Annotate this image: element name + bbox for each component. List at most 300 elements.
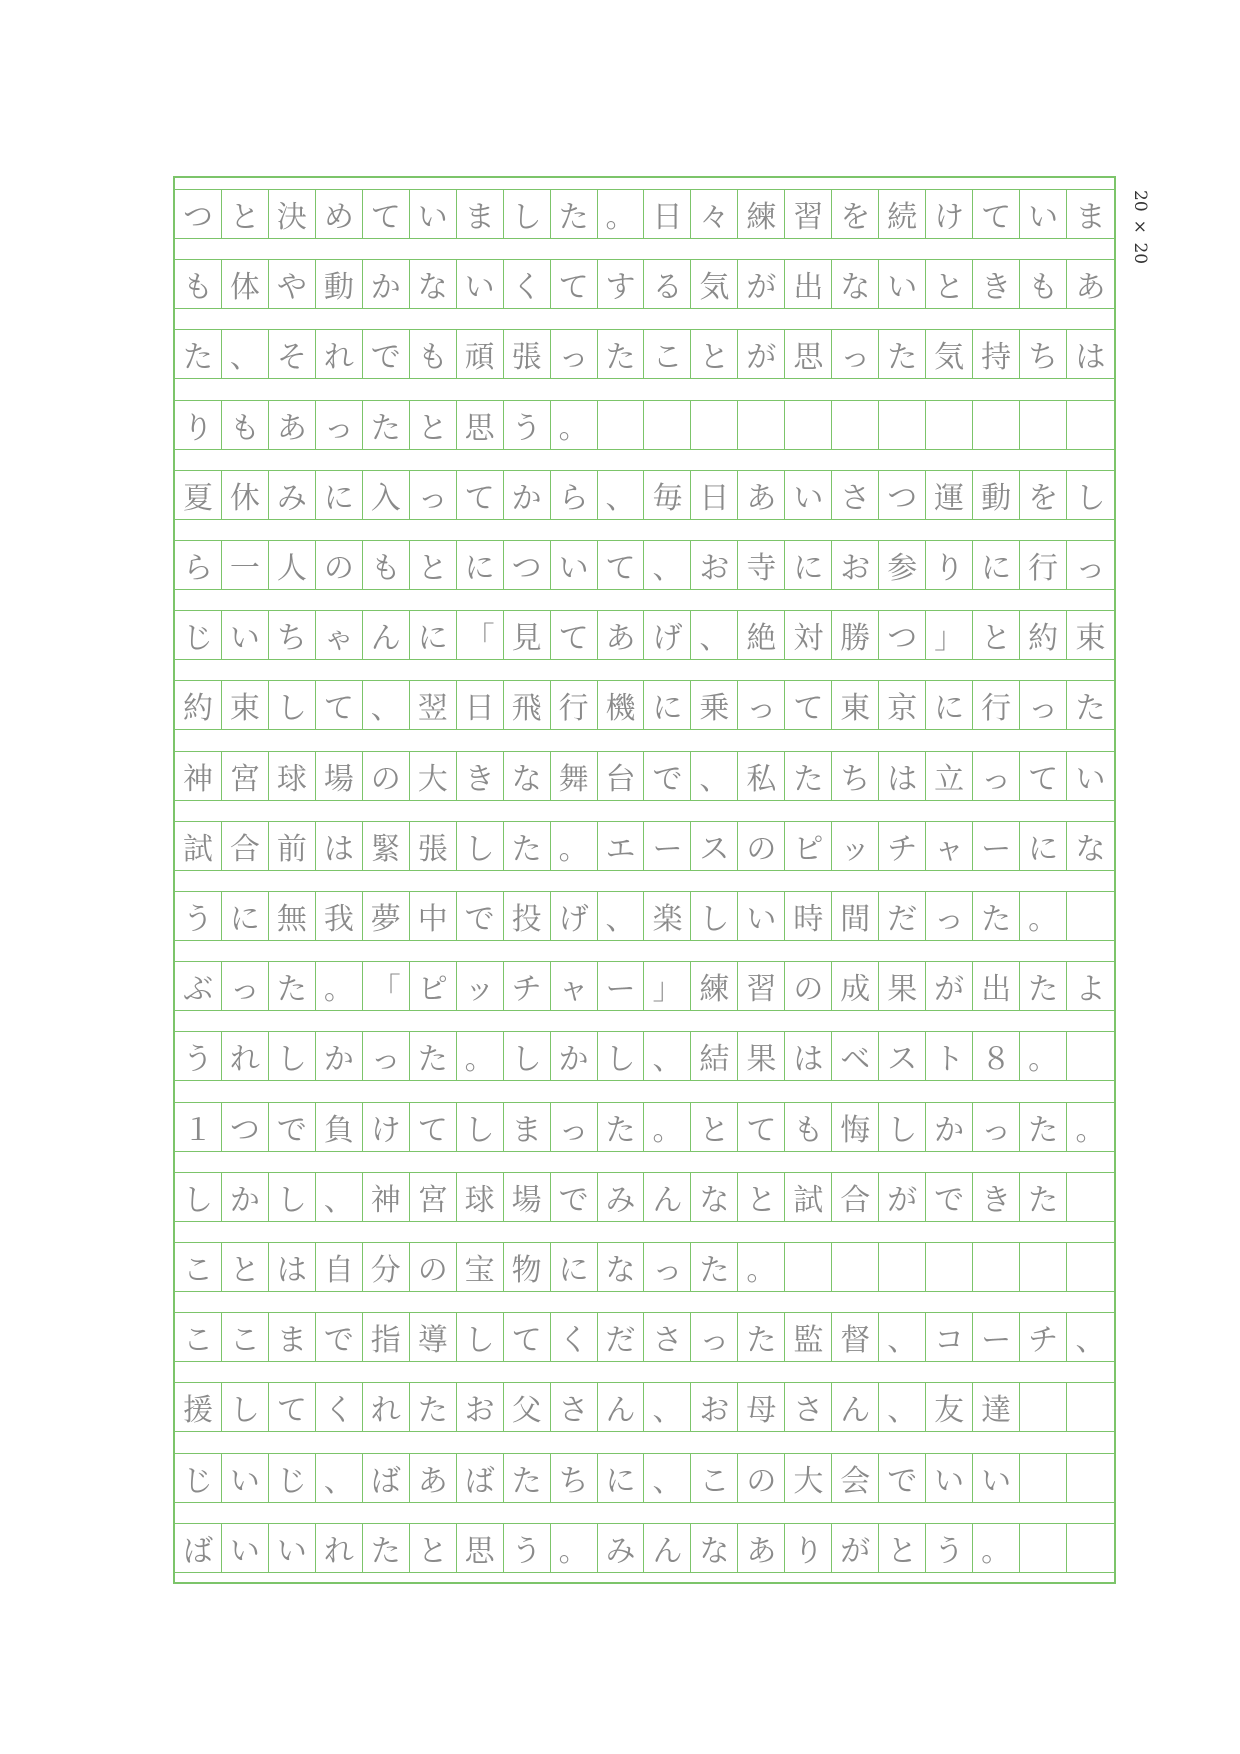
grid-row bbox=[175, 1242, 1114, 1292]
grid-row bbox=[175, 1172, 1114, 1222]
grid-cell: か bbox=[504, 471, 551, 519]
grid-cell: と bbox=[738, 1173, 785, 1221]
grid-cell: で bbox=[316, 1313, 363, 1361]
grid-cell: 日 bbox=[457, 681, 504, 729]
grid-cell: 。 bbox=[551, 1524, 598, 1572]
grid-cell: お bbox=[457, 1383, 504, 1431]
grid-cell: ー bbox=[645, 822, 692, 870]
grid-cell: 神 bbox=[363, 1173, 410, 1221]
grid-cell: 出 bbox=[785, 260, 832, 308]
grid-cell: か bbox=[363, 260, 410, 308]
grid-cell: た bbox=[504, 822, 551, 870]
grid-cell: し bbox=[222, 1383, 269, 1431]
grid-cell bbox=[832, 401, 879, 449]
grid-cell: 夢 bbox=[363, 892, 410, 940]
grid-cell: き bbox=[457, 752, 504, 800]
grid-cell: あ bbox=[1075, 270, 1106, 306]
grid-cell: が bbox=[738, 260, 785, 308]
grid-cell: ピ bbox=[410, 962, 457, 1010]
grid-cell: じ bbox=[175, 611, 222, 659]
grid-cell: れ bbox=[316, 1524, 363, 1572]
grid-cell: ッ bbox=[457, 962, 504, 1010]
grid-row bbox=[175, 680, 1114, 730]
grid-cell: ぶ bbox=[175, 962, 222, 1010]
grid-row bbox=[175, 821, 1114, 871]
grid-cell: だ bbox=[598, 1313, 645, 1361]
grid-cell: た bbox=[973, 892, 1020, 940]
grid-cell bbox=[926, 1243, 973, 1291]
grid-cell: し bbox=[691, 892, 738, 940]
grid-cell: 勝 bbox=[832, 611, 879, 659]
grid-cell: 約 bbox=[1020, 611, 1067, 659]
grid-cell: さ bbox=[551, 1383, 598, 1431]
grid-cell: た bbox=[738, 1313, 785, 1361]
grid-cell: っ bbox=[551, 1103, 598, 1151]
grid-cell: し bbox=[504, 190, 551, 238]
grid-cell: 」 bbox=[645, 962, 692, 1010]
grid-cell: い bbox=[926, 1454, 973, 1502]
grid-cell: 、 bbox=[691, 611, 738, 659]
grid-cell: 我 bbox=[316, 892, 363, 940]
grid-cell: 張 bbox=[410, 822, 457, 870]
grid-cell bbox=[1020, 1243, 1067, 1291]
grid-cell: 持 bbox=[973, 330, 1020, 378]
grid-cell: っ bbox=[691, 1313, 738, 1361]
grid-cell bbox=[1020, 401, 1067, 449]
grid-cell: つ bbox=[879, 611, 926, 659]
grid-cell: 援 bbox=[175, 1383, 222, 1431]
grid-cell: い bbox=[1020, 190, 1067, 238]
grid-cell: っ bbox=[316, 401, 363, 449]
grid-cell: さ bbox=[832, 471, 879, 519]
grid-cell bbox=[691, 401, 738, 449]
grid-cell: つ bbox=[222, 1103, 269, 1151]
grid-cell: ャ bbox=[926, 822, 973, 870]
grid-cell: な bbox=[410, 260, 457, 308]
grid-cell: 夏 bbox=[175, 471, 222, 519]
grid-cell: と bbox=[222, 190, 269, 238]
grid-cell bbox=[738, 401, 785, 449]
grid-cell: と bbox=[691, 330, 738, 378]
grid-cell: っ bbox=[1020, 681, 1067, 729]
grid-cell: 指 bbox=[363, 1313, 410, 1361]
grid-cell: た bbox=[175, 330, 222, 378]
grid-cell: 台 bbox=[598, 752, 645, 800]
grid-cell: 、 bbox=[691, 752, 738, 800]
grid-cell: し bbox=[457, 822, 504, 870]
grid-cell: ト bbox=[926, 1032, 973, 1080]
grid-cell: エ bbox=[598, 822, 645, 870]
grid-cell: と bbox=[879, 1524, 926, 1572]
grid-cell: 一 bbox=[222, 541, 269, 589]
grid-cell: た bbox=[551, 190, 598, 238]
grid-cell: し bbox=[598, 1032, 645, 1080]
grid-cell: に bbox=[410, 611, 457, 659]
grid-cell: こ bbox=[175, 1243, 222, 1291]
grid-cell: あ bbox=[738, 1524, 785, 1572]
grid-cell: 乗 bbox=[691, 681, 738, 729]
grid-cell: ッ bbox=[832, 822, 879, 870]
grid-cell: し bbox=[175, 1173, 222, 1221]
grid-cell bbox=[1067, 1032, 1114, 1080]
grid-cell: に bbox=[926, 681, 973, 729]
grid-cell: が bbox=[738, 330, 785, 378]
grid-cell: ー bbox=[973, 822, 1020, 870]
grid-cell: 私 bbox=[738, 752, 785, 800]
grid-cell bbox=[785, 401, 832, 449]
grid-cell: い bbox=[879, 260, 926, 308]
grid-cell: の bbox=[738, 1454, 785, 1502]
grid-cell: 翌 bbox=[410, 681, 457, 729]
grid-cell: さ bbox=[645, 1313, 692, 1361]
grid-cell: は bbox=[1075, 340, 1106, 376]
grid-cell: 行 bbox=[551, 681, 598, 729]
grid-cell: お bbox=[691, 541, 738, 589]
grid-cell: め bbox=[316, 190, 363, 238]
grid-cell: い bbox=[973, 1454, 1020, 1502]
grid-cell: 会 bbox=[832, 1454, 879, 1502]
grid-cell: ８ bbox=[973, 1032, 1020, 1080]
grid-cell: な bbox=[832, 260, 879, 308]
grid-cell: 、 bbox=[316, 1173, 363, 1221]
grid-row bbox=[175, 189, 1114, 239]
grid-cell: 見 bbox=[504, 611, 551, 659]
grid-cell: に bbox=[785, 541, 832, 589]
grid-cell: て bbox=[1020, 752, 1067, 800]
grid-cell: 、 bbox=[222, 330, 269, 378]
grid-cell: う bbox=[504, 1524, 551, 1572]
grid-cell: お bbox=[832, 541, 879, 589]
grid-cell: ベ bbox=[832, 1032, 879, 1080]
grid-cell: け bbox=[926, 190, 973, 238]
grid-cell: う bbox=[504, 401, 551, 449]
grid-row bbox=[175, 891, 1114, 941]
grid-cell: 父 bbox=[504, 1383, 551, 1431]
grid-cell: た bbox=[1020, 1173, 1067, 1221]
grid-cell: っ bbox=[1075, 551, 1106, 586]
grid-cell: い bbox=[222, 1454, 269, 1502]
grid-cell: い bbox=[1075, 761, 1106, 797]
grid-cell: 、 bbox=[316, 1454, 363, 1502]
grid-cell: つ bbox=[175, 190, 222, 238]
grid-cell: と bbox=[691, 1103, 738, 1151]
grid-cell: て bbox=[785, 681, 832, 729]
grid-cell: て bbox=[738, 1103, 785, 1151]
grid-cell: て bbox=[269, 1383, 316, 1431]
grid-cell: 続 bbox=[879, 190, 926, 238]
grid-cell: て bbox=[504, 1313, 551, 1361]
grid-cell: 、 bbox=[645, 1454, 692, 1502]
grid-cell bbox=[1020, 1524, 1067, 1572]
grid-cell: で bbox=[926, 1173, 973, 1221]
grid-cell: 習 bbox=[785, 190, 832, 238]
grid-cell: る bbox=[645, 260, 692, 308]
grid-cell: そ bbox=[269, 330, 316, 378]
grid-cell bbox=[1020, 1383, 1067, 1431]
grid-cell: 日 bbox=[645, 190, 692, 238]
grid-cell: あ bbox=[738, 471, 785, 519]
grid-cell: た bbox=[1020, 962, 1067, 1010]
grid-cell: み bbox=[269, 471, 316, 519]
grid-cell: 時 bbox=[785, 892, 832, 940]
grid-cell: た bbox=[1075, 691, 1106, 727]
grid-cell: 。 bbox=[1020, 1032, 1067, 1080]
grid-row bbox=[175, 1453, 1114, 1503]
grid-cell: に bbox=[551, 1243, 598, 1291]
grid-cell: あ bbox=[410, 1454, 457, 1502]
grid-cell: 。 bbox=[1020, 892, 1067, 940]
grid-cell: 分 bbox=[363, 1243, 410, 1291]
grid-cell: し bbox=[269, 1173, 316, 1221]
grid-cell: 監 bbox=[785, 1313, 832, 1361]
grid-cell bbox=[598, 401, 645, 449]
grid-cell: 場 bbox=[316, 752, 363, 800]
grid-cell: と bbox=[973, 611, 1020, 659]
grid-cell bbox=[832, 1243, 879, 1291]
grid-cell: た bbox=[785, 752, 832, 800]
grid-cell: コ bbox=[926, 1313, 973, 1361]
grid-cell: 中 bbox=[410, 892, 457, 940]
grid-cell: し bbox=[504, 1032, 551, 1080]
grid-cell: て bbox=[598, 541, 645, 589]
grid-cell: も bbox=[363, 541, 410, 589]
grid-cell: で bbox=[879, 1454, 926, 1502]
grid-cell: こ bbox=[691, 1454, 738, 1502]
grid-cell: 。 bbox=[1075, 1112, 1106, 1148]
grid-cell: で bbox=[551, 1173, 598, 1221]
grid-cell: の bbox=[363, 752, 410, 800]
grid-cell: の bbox=[738, 822, 785, 870]
grid-cell: 行 bbox=[1020, 541, 1067, 589]
grid-cell: 、 bbox=[598, 892, 645, 940]
grid-row bbox=[175, 470, 1114, 520]
grid-cell: げ bbox=[645, 611, 692, 659]
grid-cell: し bbox=[457, 1103, 504, 1151]
grid-cell: 張 bbox=[504, 330, 551, 378]
grid-cell: た bbox=[598, 330, 645, 378]
grid-cell: 。 bbox=[598, 190, 645, 238]
grid-cell: 大 bbox=[785, 1454, 832, 1502]
grid-cell: い bbox=[738, 892, 785, 940]
grid-cell: で bbox=[457, 892, 504, 940]
grid-cell: ば bbox=[175, 1524, 222, 1572]
grid-cell: 体 bbox=[222, 260, 269, 308]
grid-cell: の bbox=[785, 962, 832, 1010]
grid-cell: ち bbox=[269, 611, 316, 659]
grid-cell: 行 bbox=[973, 681, 1020, 729]
grid-cell: よ bbox=[1075, 972, 1106, 1008]
grid-cell: に bbox=[973, 541, 1020, 589]
grid-row bbox=[175, 961, 1114, 1011]
grid-cell: っ bbox=[551, 330, 598, 378]
grid-cell: な bbox=[691, 1173, 738, 1221]
grid-cell: ん bbox=[598, 1383, 645, 1431]
grid-cell: 習 bbox=[738, 962, 785, 1010]
grid-cell bbox=[973, 401, 1020, 449]
grid-row bbox=[175, 1102, 1114, 1152]
grid-cell: に bbox=[598, 1454, 645, 1502]
grid-cell: 場 bbox=[504, 1173, 551, 1221]
grid-cell: 自 bbox=[316, 1243, 363, 1291]
grid-cell bbox=[1067, 1243, 1114, 1291]
grid-cell: 負 bbox=[316, 1103, 363, 1151]
grid-cell: 「 bbox=[363, 962, 410, 1010]
grid-cell: １ bbox=[175, 1103, 222, 1151]
grid-cell: 。 bbox=[551, 822, 598, 870]
grid-cell bbox=[926, 401, 973, 449]
grid-cell: 束 bbox=[1075, 621, 1106, 657]
grid-cell: ち bbox=[551, 1454, 598, 1502]
grid-cell: 達 bbox=[973, 1383, 1020, 1431]
grid-cell: と bbox=[222, 1243, 269, 1291]
grid-cell: の bbox=[316, 541, 363, 589]
grid-cell: 」 bbox=[926, 611, 973, 659]
grid-cell: チ bbox=[1020, 1313, 1067, 1361]
grid-cell: 動 bbox=[316, 260, 363, 308]
grid-cell: じ bbox=[269, 1454, 316, 1502]
grid-cell: か bbox=[222, 1173, 269, 1221]
grid-cell bbox=[1067, 1524, 1114, 1572]
grid-cell: り bbox=[785, 1524, 832, 1572]
grid-cell: ん bbox=[832, 1383, 879, 1431]
grid-cell: 、 bbox=[1075, 1323, 1106, 1359]
grid-cell: ん bbox=[645, 1173, 692, 1221]
grid-cell: に bbox=[316, 471, 363, 519]
grid-cell: 決 bbox=[269, 190, 316, 238]
grid-cell: み bbox=[598, 1173, 645, 1221]
grid-cell: は bbox=[269, 1243, 316, 1291]
grid-cell: し bbox=[457, 1313, 504, 1361]
grid-cell: ス bbox=[691, 822, 738, 870]
grid-cell: な bbox=[1075, 831, 1106, 867]
grid-cell: 出 bbox=[973, 962, 1020, 1010]
grid-cell: も bbox=[410, 330, 457, 378]
grid-cell: し bbox=[1075, 480, 1106, 516]
grid-cell: も bbox=[1020, 260, 1067, 308]
grid-cell: 寺 bbox=[738, 541, 785, 589]
grid-cell: 思 bbox=[457, 401, 504, 449]
grid-cell: く bbox=[316, 1383, 363, 1431]
grid-cell: て bbox=[410, 1103, 457, 1151]
grid-cell: り bbox=[926, 541, 973, 589]
grid-cell bbox=[973, 1243, 1020, 1291]
grid-cell: た bbox=[363, 401, 410, 449]
grid-cell bbox=[1067, 401, 1114, 449]
grid-cell: 思 bbox=[785, 330, 832, 378]
grid-cell: て bbox=[551, 260, 598, 308]
grid-cell: 。 bbox=[738, 1243, 785, 1291]
grid-cell: 練 bbox=[691, 962, 738, 1010]
grid-cell: 毎 bbox=[645, 471, 692, 519]
grid-cell: 、 bbox=[645, 541, 692, 589]
grid-cell bbox=[1067, 1173, 1114, 1221]
grid-cell: ピ bbox=[785, 822, 832, 870]
grid-cell: ら bbox=[175, 541, 222, 589]
grid-cell: で bbox=[645, 752, 692, 800]
grid-cell: れ bbox=[222, 1032, 269, 1080]
grid-cell: 投 bbox=[504, 892, 551, 940]
grid-cell: 宮 bbox=[410, 1173, 457, 1221]
grid-cell: に bbox=[1020, 822, 1067, 870]
grid-cell: チ bbox=[504, 962, 551, 1010]
grid-cell: か bbox=[926, 1103, 973, 1151]
grid-cell: こ bbox=[222, 1313, 269, 1361]
grid-cell: が bbox=[832, 1524, 879, 1572]
grid-cell: て bbox=[457, 471, 504, 519]
grid-cell: み bbox=[598, 1524, 645, 1572]
grid-cell: て bbox=[973, 190, 1020, 238]
grid-cell: 果 bbox=[738, 1032, 785, 1080]
grid-cell: 京 bbox=[879, 681, 926, 729]
grid-cell bbox=[1067, 1383, 1114, 1431]
grid-cell: や bbox=[269, 260, 316, 308]
grid-cell: ー bbox=[598, 962, 645, 1010]
grid-cell: て bbox=[363, 190, 410, 238]
grid-cell: つ bbox=[879, 471, 926, 519]
grid-cell: 、 bbox=[363, 681, 410, 729]
grid-row bbox=[175, 610, 1114, 660]
grid-cell: う bbox=[926, 1524, 973, 1572]
grid-cell: 、 bbox=[645, 1032, 692, 1080]
grid-cell: 合 bbox=[832, 1173, 879, 1221]
grid-cell: 運 bbox=[926, 471, 973, 519]
grid-cell: 入 bbox=[363, 471, 410, 519]
grid-cell: 約 bbox=[175, 681, 222, 729]
grid-cell bbox=[1067, 1454, 1114, 1502]
grid-cell: 導 bbox=[410, 1313, 457, 1361]
grid-cell: か bbox=[316, 1032, 363, 1080]
grid-cell: 参 bbox=[879, 541, 926, 589]
grid-cell: い bbox=[551, 541, 598, 589]
grid-cell: 「 bbox=[457, 611, 504, 659]
grid-cell: 宝 bbox=[457, 1243, 504, 1291]
grid-cell: じ bbox=[175, 1454, 222, 1502]
grid-cell: く bbox=[551, 1313, 598, 1361]
grid-cell: あ bbox=[269, 401, 316, 449]
grid-cell: 前 bbox=[269, 822, 316, 870]
grid-cell: も bbox=[175, 260, 222, 308]
grid-cell: は bbox=[879, 752, 926, 800]
grid-row bbox=[175, 400, 1114, 450]
grid-cell: 試 bbox=[785, 1173, 832, 1221]
grid-cell: た bbox=[1020, 1103, 1067, 1151]
grid-cell: ま bbox=[504, 1103, 551, 1151]
grid-cell: と bbox=[410, 401, 457, 449]
grid-row bbox=[175, 329, 1114, 379]
grid-cell: っ bbox=[926, 892, 973, 940]
grid-cell: げ bbox=[551, 892, 598, 940]
grid-cell: た bbox=[598, 1103, 645, 1151]
grid-cell: っ bbox=[832, 330, 879, 378]
grid-cell: て bbox=[316, 681, 363, 729]
grid-cell: 友 bbox=[926, 1383, 973, 1431]
grid-cell: う bbox=[175, 1032, 222, 1080]
grid-cell: 楽 bbox=[645, 892, 692, 940]
grid-cell: 緊 bbox=[363, 822, 410, 870]
grid-cell: 対 bbox=[785, 611, 832, 659]
grid-row bbox=[175, 540, 1114, 590]
grid-cell: な bbox=[504, 752, 551, 800]
grid-cell: っ bbox=[410, 471, 457, 519]
grid-cell: ば bbox=[457, 1454, 504, 1502]
grid-cell: っ bbox=[738, 681, 785, 729]
grid-size-label: 20 × 20 bbox=[1130, 190, 1150, 265]
grid-cell: 物 bbox=[504, 1243, 551, 1291]
grid-cell: は bbox=[316, 822, 363, 870]
grid-cell: チ bbox=[879, 822, 926, 870]
grid-cell: で bbox=[269, 1103, 316, 1151]
grid-cell: ス bbox=[879, 1032, 926, 1080]
